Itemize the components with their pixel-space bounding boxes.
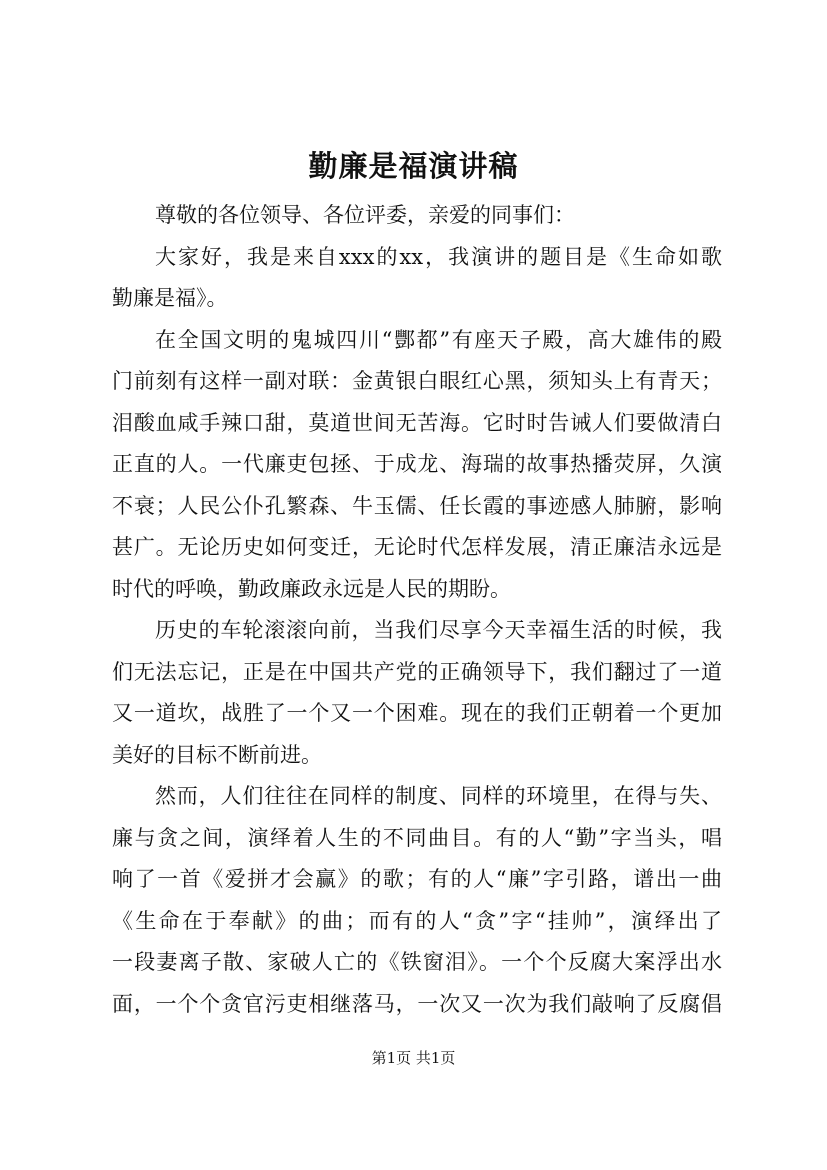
text-line: 不衰；人民公仆孔繁森、牛玉儒、任长霞的事迹感人肺腑，影响 (112, 493, 722, 518)
page-footer: 第1页 共1页 (371, 1049, 456, 1067)
text-line: 响了一首《爱拼才会赢》的歌；有的人“廉”字引路，谱出一曲 (112, 867, 722, 891)
text-line: 《生命在于奉献》的曲；而有的人“贪”字“挂帅”，演绎出了 (112, 908, 722, 933)
text-line: 门前刻有这样一副对联：金黄银白眼红心黑，须知头上有青天； (112, 369, 722, 393)
text-line: 正直的人。一代廉吏包拯、于成龙、海瑞的故事热播荧屏，久演 (112, 452, 722, 476)
text-line: 在全国文明的鬼城四川“酆都”有座天子殿，高大雄伟的殿 (155, 327, 722, 352)
text-line: 泪酸血咸手辣口甜，莫道世间无苦海。它时时告诫人们要做清白 (112, 410, 722, 435)
document-body (112, 195, 722, 1025)
document-title: 勤廉是福演讲稿 (308, 149, 519, 183)
text-line: 历史的车轮滚滚向前，当我们尽享今天幸福生活的时候，我 (155, 618, 722, 642)
text-line: 然而，人们往往在同样的制度、同样的环境里，在得与失、 (155, 784, 722, 808)
text-line: 面，一个个贪官污吏相继落马，一次又一次为我们敲响了反腐倡 (112, 991, 722, 1016)
text-line: 勤廉是福》。 (112, 286, 228, 310)
text-line: 们无法忘记，正是在中国共产党的正确领导下，我们翻过了一道 (112, 659, 722, 684)
text-line: 时代的呼唤，勤政廉政永远是人民的期盼。 (112, 576, 511, 601)
text-line: 甚广。无论历史如何变迁，无论时代怎样发展，清正廉洁永远是 (112, 535, 722, 559)
text-line: 廉与贪之间，演绎着人生的不同曲目。有的人“勤”字当头，唱 (112, 825, 722, 850)
text-line: 又一道坎，战胜了一个又一个困难。现在的我们正朝着一个更加 (112, 701, 722, 725)
text-line: 一段妻离子散、家破人亡的《铁窗泪》。一个个反腐大案浮出水 (112, 950, 722, 974)
text-line: 大家好，我是来自xxx的xx，我演讲的题目是《生命如歌 (155, 244, 722, 269)
text-line: 尊敬的各位领导、各位评委，亲爱的同事们： (155, 203, 575, 227)
text-line: 美好的目标不断前进。 (112, 742, 322, 767)
